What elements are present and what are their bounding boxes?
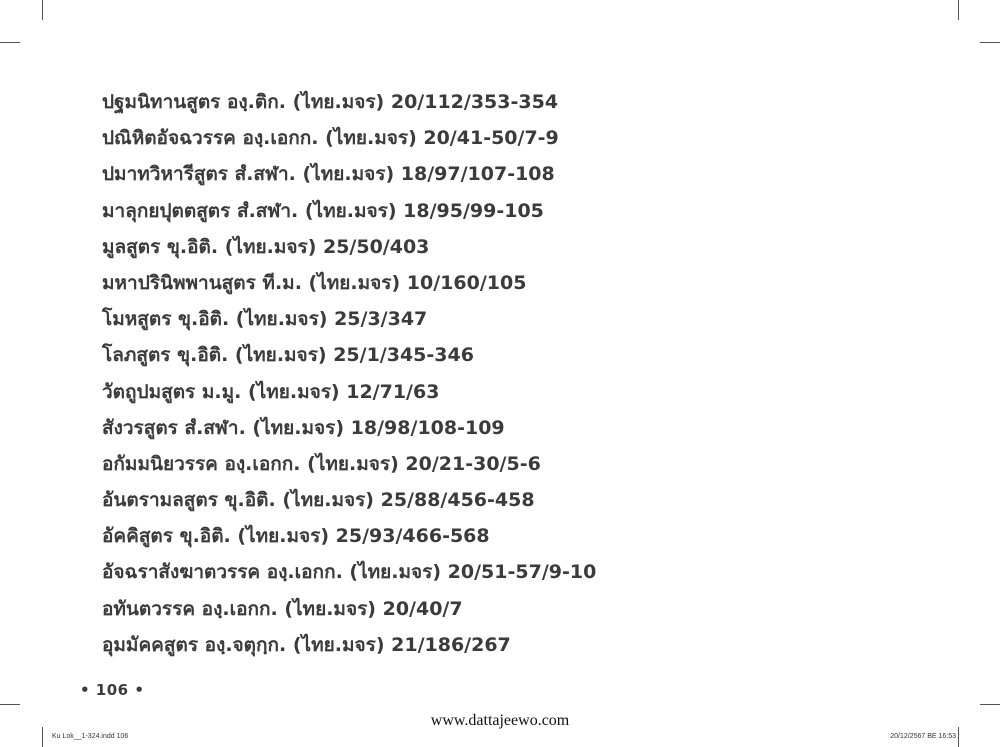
- reference-entry: ปฐมนิทานสูตร องฺ.ติก. (ไทย.มจร) 20/112/353-354: [102, 91, 559, 113]
- reference-list: [102, 86, 596, 665]
- crop-mark: [958, 0, 959, 20]
- reference-entry: วัตถูปมสูตร ม.มู. (ไทย.มจร) 12/71/63: [102, 380, 440, 403]
- print-slug-file: Ku Lok__1-324.indd 106: [52, 733, 129, 740]
- crop-mark: [0, 42, 20, 43]
- crop-mark: [42, 0, 43, 20]
- reference-entry: สังวรสูตร สํ.สฬา. (ไทย.มจร) 18/98/108-109: [102, 416, 505, 439]
- reference-entry: ปมาทวิหารีสูตร สํ.สฬา. (ไทย.มจร) 18/97/107-108: [102, 163, 555, 186]
- crop-mark: [958, 727, 959, 747]
- crop-mark: [980, 704, 1000, 705]
- reference-entry: อุมมัคคสูตร องฺ.จตุกฺก. (ไทย.มจร) 21/186/267: [102, 633, 511, 656]
- crop-mark: [42, 727, 43, 747]
- reference-entry: โมหสูตร ขุ.อิติ. (ไทย.มจร) 25/3/347: [102, 308, 428, 331]
- reference-entry: อกัมมนิยวรรค องฺ.เอกก. (ไทย.มจร) 20/21-30/5-6: [102, 452, 541, 475]
- reference-entry: มาลุกยปุตตสูตร สํ.สฬา. (ไทย.มจร) 18/95/99-105: [102, 199, 544, 222]
- reference-entry: มหาปรินิพพานสูตร ที.ม. (ไทย.มจร) 10/160/105: [102, 271, 527, 294]
- reference-entry: มูลสูตร ขุ.อิติ. (ไทย.มจร) 25/50/403: [102, 235, 430, 258]
- page-number: • 106 •: [80, 681, 145, 699]
- reference-entry: อัจฉราสังฆาตวรรค องฺ.เอกก. (ไทย.มจร) 20/51-57/9-10: [102, 561, 597, 584]
- crop-mark: [0, 704, 20, 705]
- website-footer: www.dattajeewo.com: [430, 712, 570, 729]
- print-slug-date: 20/12/2567 BE 16:53: [890, 733, 956, 740]
- reference-entry: อันตรามลสูตร ขุ.อิติ. (ไทย.มจร) 25/88/456-458: [102, 489, 535, 512]
- reference-entry: อทันตวรรค องฺ.เอกก. (ไทย.มจร) 20/40/7: [102, 597, 463, 620]
- crop-mark: [980, 42, 1000, 43]
- reference-entry: โลภสูตร ขุ.อิติ. (ไทย.มจร) 25/1/345-346: [102, 344, 474, 367]
- reference-entry: อัคคิสูตร ขุ.อิติ. (ไทย.มจร) 25/93/466-568: [102, 525, 490, 548]
- reference-entry: ปณิหิตอัจฉวรรค องฺ.เอกก. (ไทย.มจร) 20/41-50/7-9: [102, 127, 559, 150]
